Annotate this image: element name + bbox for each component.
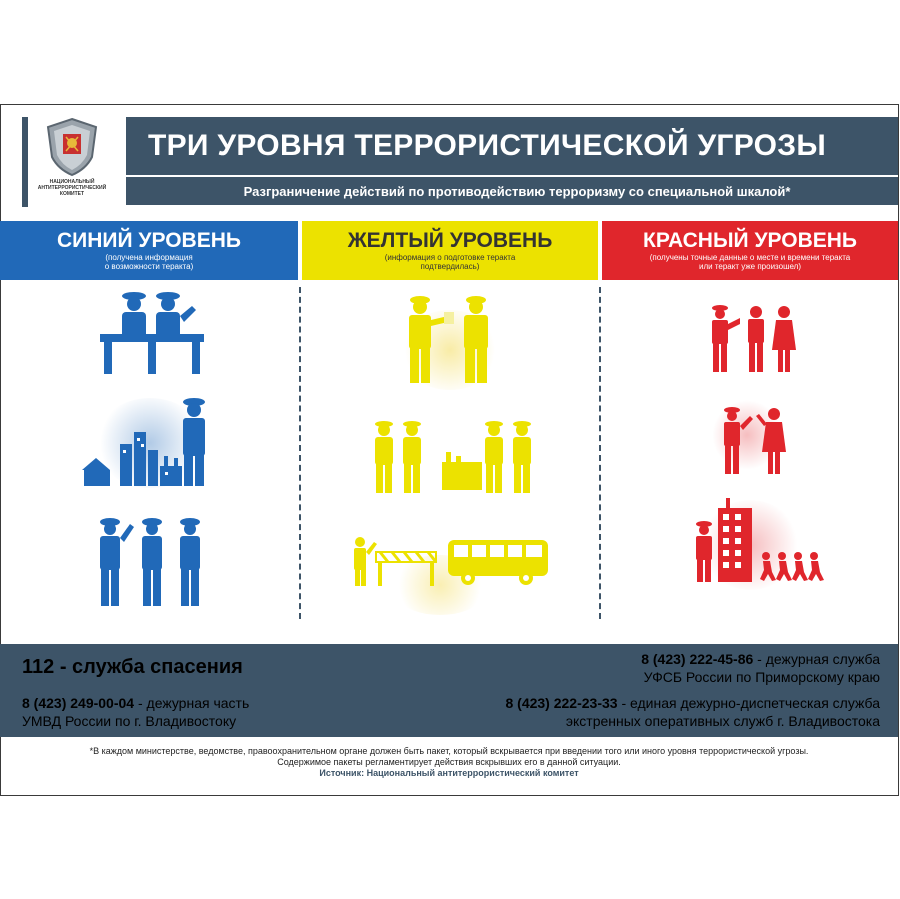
umvd-phone: 8 (423) 249-00-04 bbox=[22, 695, 135, 711]
police-guarding-city-icon bbox=[80, 392, 220, 492]
level-yellow-note2: подтвердилась) bbox=[420, 262, 480, 271]
logo-text-line2: АНТИТЕРРОРИСТИЧЕСКИЙ bbox=[37, 185, 107, 191]
logo-text-line3: КОМИТЕТ bbox=[59, 191, 85, 197]
edds-desc: - единая дежурно-диспетческая служба bbox=[617, 695, 880, 711]
footnote-line1: *В каждом министерстве, ведомстве, правоохранительном органе должен быть пакет, который вскрывается при введении того или иного уровня террористической угрозы. bbox=[89, 746, 809, 756]
edds-contact bbox=[505, 694, 880, 730]
shield-emblem-icon bbox=[46, 117, 98, 177]
edds-org: экстренных оперативных служб г. Владивостока bbox=[565, 713, 880, 729]
level-blue-note1: (получена информация bbox=[105, 253, 193, 262]
level-blue-note2: о возможности теракта) bbox=[104, 262, 194, 271]
footnote-line2: Содержимое пакеты регламентирует действия вскрывших его в данной ситуации. bbox=[277, 757, 621, 767]
footnote-source: Источник: Национальный антитеррористический комитет bbox=[319, 768, 579, 778]
umvd-desc: - дежурная часть bbox=[134, 695, 250, 711]
column-divider-2 bbox=[599, 287, 601, 619]
umvd-org: УМВД России по г. Владивостоку bbox=[22, 713, 237, 729]
logo-text-line1: НАЦИОНАЛЬНЫЙ bbox=[49, 179, 95, 185]
police-at-desk-icon bbox=[98, 288, 208, 378]
page-subtitle: Разграничение действий по противодействию терроризму со специальной шкалой* bbox=[126, 177, 898, 205]
police-with-civilian-icon bbox=[718, 404, 794, 476]
footnote bbox=[0, 746, 898, 779]
police-cordon-factory-icon bbox=[370, 418, 540, 496]
page-title: ТРИ УРОВНЯ ТЕРРОРИСТИЧЕСКОЙ УГРОЗЫ bbox=[126, 117, 898, 175]
level-blue-header bbox=[0, 221, 298, 280]
ufsb-org: УФСБ России по Приморскому краю bbox=[643, 669, 880, 685]
rescue-service-line: 112 - служба спасения bbox=[22, 656, 243, 678]
column-divider-1 bbox=[299, 287, 301, 619]
left-accent-bar bbox=[22, 117, 28, 207]
checkpoint-barrier-bus-icon bbox=[350, 530, 550, 590]
level-red-note2: или теракт уже произошел) bbox=[699, 262, 801, 271]
police-checking-documents-icon bbox=[400, 292, 500, 384]
level-red-note1: (получены точные данные о месте и времени теракта bbox=[649, 253, 851, 262]
edds-phone: 8 (423) 222-23-33 bbox=[505, 695, 618, 711]
level-red-header bbox=[602, 221, 898, 280]
police-patrol-group-icon bbox=[90, 514, 215, 608]
nak-logo bbox=[30, 117, 114, 207]
building-evacuation-icon bbox=[690, 496, 835, 586]
level-blue-name: СИНИЙ УРОВЕНЬ bbox=[56, 229, 241, 252]
level-yellow-note1: (информация о подготовке теракта bbox=[384, 253, 516, 262]
ufsb-phone: 8 (423) 222-45-86 bbox=[641, 651, 754, 667]
level-red-name: КРАСНЫЙ УРОВЕНЬ bbox=[643, 229, 857, 252]
ufsb-desc: - дежурная служба bbox=[753, 651, 880, 667]
level-yellow-name: ЖЕЛТЫЙ УРОВЕНЬ bbox=[347, 229, 553, 252]
police-questioning-civilians-icon bbox=[706, 302, 802, 374]
ufsb-contact bbox=[641, 650, 880, 686]
umvd-contact bbox=[22, 694, 249, 730]
level-yellow-header bbox=[302, 221, 598, 280]
